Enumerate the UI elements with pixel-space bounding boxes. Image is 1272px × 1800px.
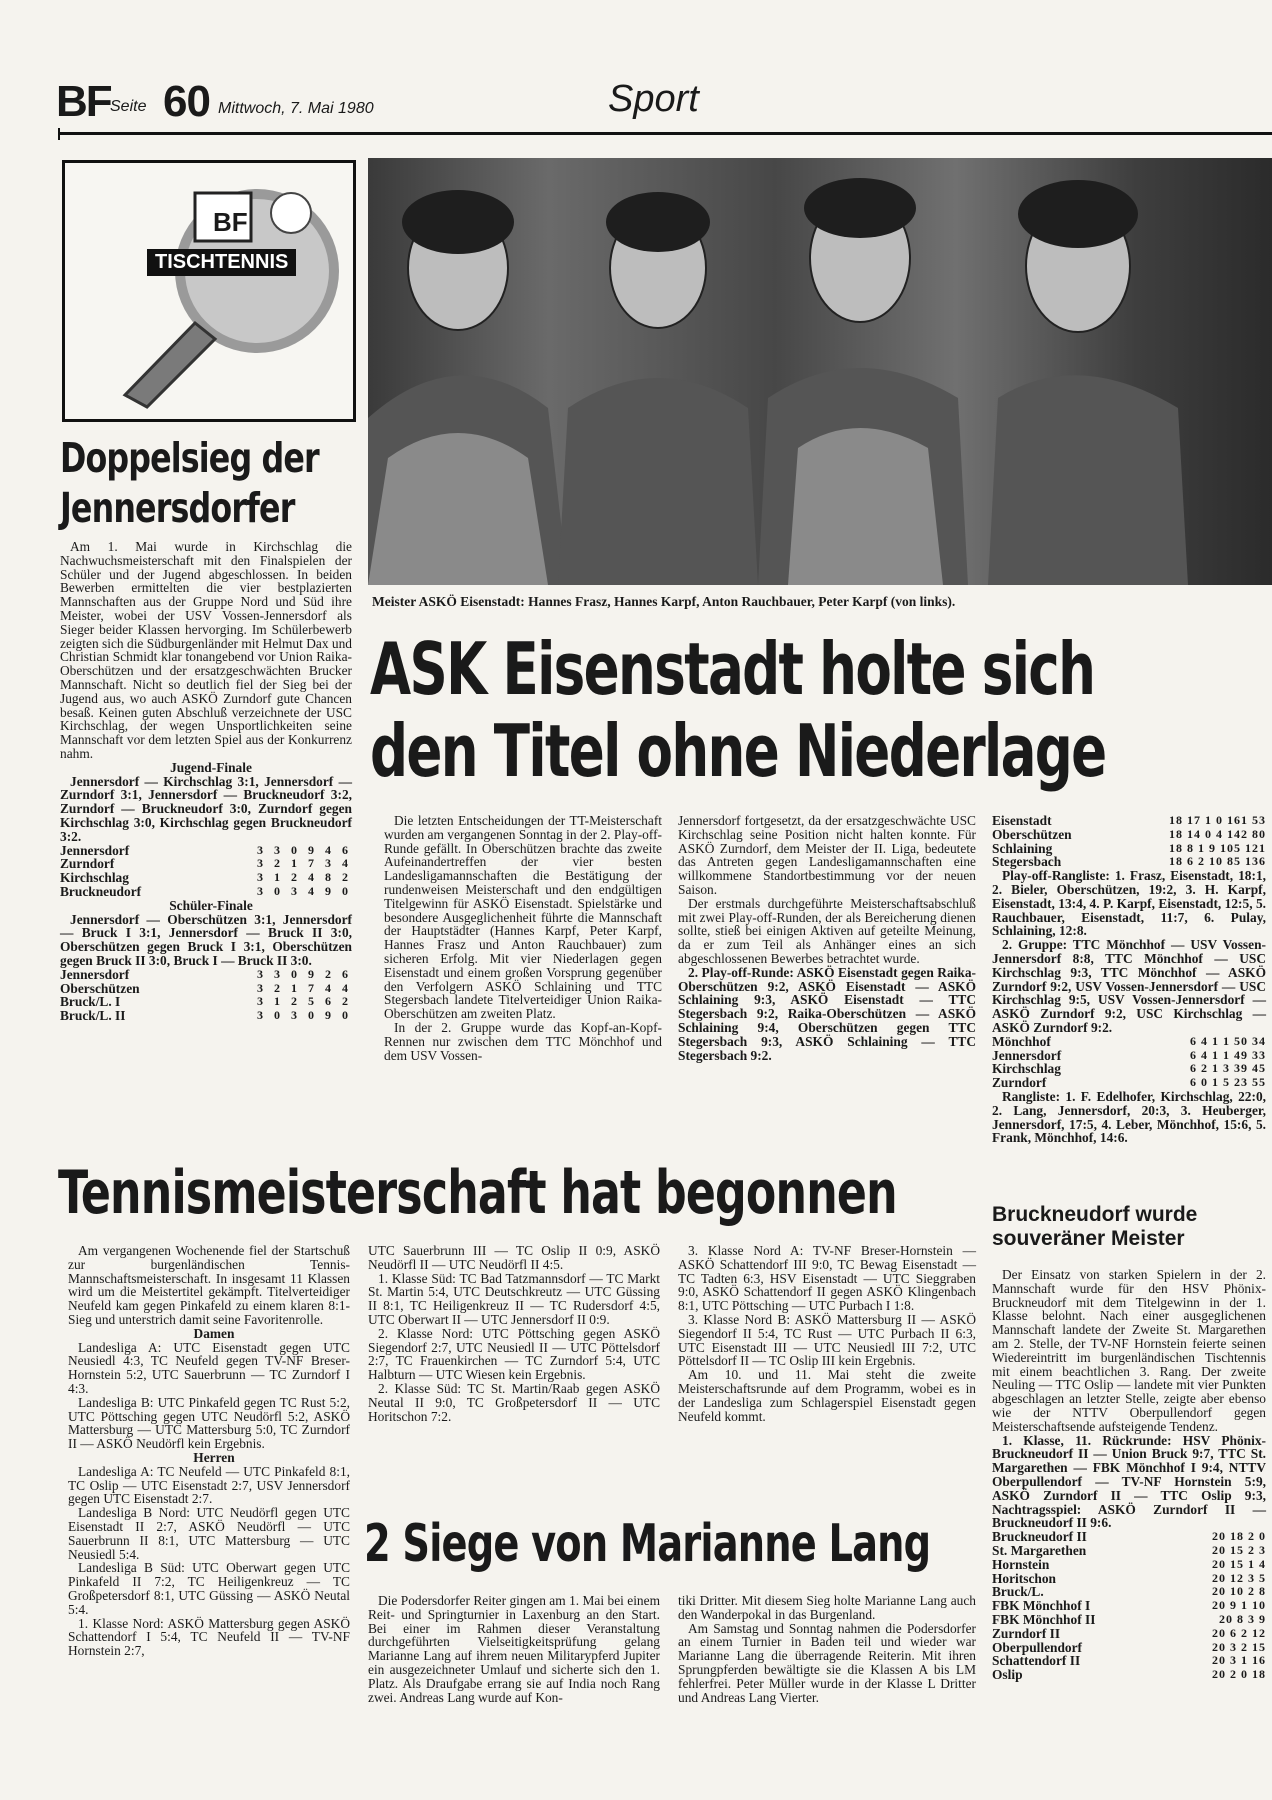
table-row bbox=[60, 885, 352, 899]
team-name: Bruck/L. II bbox=[60, 1008, 126, 1024]
team-stats: 3 2 1 7 4 4 bbox=[257, 980, 352, 995]
doppelsieg-body: Am 1. Mai wurde in Kirchschlag die Nachwuchsmeisterschaft mit den Finalspielen der Schüler und der Jugend abgeschlossen. In beiden Bewerben ermittelten die vier bestplazierten Mannschaften aus der Gruppe Nord und Süd ihre Meister, wobei der USV Vossen-Jennersdorf als Sieger beider Klassen hervorging. Im Schülerbewerb zeigten sich die Südburgenländer mit Helmut Dax und Christian Schmidt klar tonangebend vor Union Raika-Oberschützen und der ersatzgeschwächten Brucker Mannschaft. Nicht so deutlich fiel der Sieg bei der Jugend aus, wo auch ASKÖ Zurndorf gute Chancen besaß. Keinen guten Abschluß verzeichnete der USC Kirchschlag, der wegen Unsportlichkeiten seine Mannschaft vor dem letzten Spiel aus der Konkurrenz nahm. bbox=[60, 539, 352, 761]
team-stats: 6 0 1 5 23 55 bbox=[1190, 1075, 1266, 1090]
team-name: St. Margarethen bbox=[992, 1542, 1087, 1558]
doppelsieg-article bbox=[60, 540, 352, 1023]
ask-column-3 bbox=[992, 814, 1266, 1145]
ask-col1-text-2: In der 2. Gruppe wurde das Kopf-an-Kopf-Rennen nur zwischen dem TTC Mönchhof und dem USV Vossen- bbox=[384, 1019, 662, 1063]
team-stats: 20 12 3 5 bbox=[1212, 1570, 1266, 1585]
ask-col2-text-2: Der erstmals durchgeführte Meisterschaftsabschluß mit zwei Play-off-Runden, der als Bereicherung dienen sollte, stieß bei einigen Aktiven auf geteilte Meinung, da er zum Teil als Anhänger eines an sich abgeschlossenen Bewerbes betrachtet wurde. bbox=[678, 895, 976, 966]
team-name: Schattendorf II bbox=[992, 1653, 1081, 1669]
table-row bbox=[992, 1062, 1266, 1076]
table-row bbox=[992, 855, 1266, 869]
playoff-table bbox=[992, 814, 1266, 869]
table-row bbox=[992, 842, 1266, 856]
tennis-klasse-1-nord: 1. Klasse Nord: ASKÖ Mattersburg gegen ASKÖ Schattendorf I 5:4, TC Neufeld II — TV-NF Hornstein 2:7, bbox=[68, 1615, 350, 1659]
team-name: Horitschon bbox=[992, 1570, 1056, 1586]
table-row bbox=[992, 1585, 1266, 1599]
table-row bbox=[992, 1076, 1266, 1090]
tennis-klasse-3-nord-a: 3. Klasse Nord A: TV-NF Breser-Hornstein — ASKÖ Schattendorf III 9:0, TC Bewag Eisenstadt — TC Tadten 6:3, HSV Eisenstadt — UTC Sieggraben 9:0, ASKÖ Schattendorf II gegen ASKÖ Klingenbach 8:1, UTC Pöttsching — UTC Purbach I 1:8. bbox=[678, 1243, 976, 1314]
team-stats: 20 15 2 3 bbox=[1212, 1542, 1266, 1557]
team-stats: 3 0 3 4 9 0 bbox=[257, 883, 352, 898]
team-photo bbox=[368, 158, 1272, 585]
table-row bbox=[992, 1035, 1266, 1049]
team-stats: 3 3 0 9 2 6 bbox=[257, 966, 352, 981]
team-stats: 18 14 0 4 142 80 bbox=[1169, 826, 1266, 841]
table-row bbox=[992, 1641, 1266, 1655]
table-row bbox=[60, 871, 352, 885]
team-name: Zurndorf II bbox=[992, 1625, 1061, 1641]
team-name: Bruckneudorf II bbox=[992, 1529, 1087, 1545]
tennis-klasse-2-sued: 2. Klasse Süd: TC St. Martin/Raab gegen ASKÖ Neutal II 9:0, TC Großpetersdorf II — UTC Horitschon 7:2. bbox=[368, 1380, 660, 1424]
lang-column-2 bbox=[678, 1594, 976, 1704]
tennis-herren-b-nord: Landesliga B Nord: UTC Neudörfl gegen UTC Eisenstadt II 2:7, ASKÖ Neudörfl — UTC Sauerbrunn II 8:1, UTC Mattersburg — UTC Neusiedl 5:4. bbox=[68, 1505, 350, 1562]
gruppe-2-rangliste: Rangliste: 1. F. Edelhofer, Kirchschlag, 22:0, 2. Lang, Jennersdorf, 20:3, 3. Heuberger, Jennersdorf, 17:5, 4. Leber, Mönchhof, 15:6, 5. Frank, Mönchhof, 14:6. bbox=[992, 1088, 1266, 1146]
masthead-page-label: Seite bbox=[110, 98, 147, 115]
tennis-intro: Am vergangenen Wochenende fiel der Startschuß zur burgenländischen Tennis-Mannschaftsmeisterschaft. In insgesamt 11 Klassen wird um die Meistertitel gekämpft. Titelverteidiger Neufeld kam gegen Pinkafeld zu einem klaren 8:1-Sieg und unterstrich damit seine Favoritenrolle. bbox=[68, 1243, 350, 1327]
team-stats: 18 6 2 10 85 136 bbox=[1169, 854, 1266, 869]
team-name: Kirchschlag bbox=[992, 1061, 1061, 1077]
table-row bbox=[60, 857, 352, 871]
team-stats: 20 18 2 0 bbox=[1212, 1529, 1266, 1544]
tennis-headline: Tennismeisterschaft hat begonnen bbox=[58, 1158, 897, 1228]
ask-headline-line-1: ASK Eisenstadt holte sich bbox=[370, 627, 1095, 711]
masthead-rule-tick bbox=[58, 128, 60, 140]
logo-bf-text: BF bbox=[213, 207, 248, 237]
tennis-outlook: Am 10. und 11. Mai steht die zweite Meisterschaftsrunde auf dem Programm, wobei es in der Landesliga zum Schlagerspiel Eisenstadt gegen Neufeld kommt. bbox=[678, 1367, 976, 1424]
team-stats: 20 9 1 10 bbox=[1212, 1598, 1266, 1613]
team-stats: 3 3 0 9 4 6 bbox=[257, 842, 352, 857]
bruck-headline-line-2: souveräner Meister bbox=[992, 1227, 1185, 1250]
doppelsieg-headline-line-1: Doppelsieg der bbox=[60, 434, 319, 482]
team-name: Zurndorf bbox=[992, 1075, 1047, 1091]
table-row bbox=[992, 1627, 1266, 1641]
tennis-klasse-3-nord-b: 3. Klasse Nord B: ASKÖ Mattersburg II — ASKÖ Siegendorf II 5:4, TC Rust — UTC Purbach II 6:3, UTC Eisenstadt III — UTC Neusiedl III 7:2, UTC Pöttelsdorf II — TC Oslip III kein Ergebnis. bbox=[678, 1311, 976, 1369]
team-stats: 6 4 1 1 49 33 bbox=[1190, 1047, 1266, 1062]
jugend-table bbox=[60, 844, 352, 899]
team-name: Oberpullendorf bbox=[992, 1639, 1083, 1655]
team-stats: 20 8 3 9 bbox=[1219, 1611, 1266, 1626]
schueler-table bbox=[60, 968, 352, 1023]
team-stats: 3 1 2 4 8 2 bbox=[257, 870, 352, 885]
ask-col2-text: Jennersdorf fortgesetzt, da der ersatzgeschwächte USC Kirchschlag seine Position nicht halten konnte. Für ASKÖ Zurndorf, dem Meister der II. Liga, bedeutete das Antreten gegen Landesligamannschaften eine willkommene Standortbestimmung vor der neuen Saison. bbox=[678, 813, 976, 897]
team-name: Eisenstadt bbox=[992, 813, 1052, 828]
table-row bbox=[992, 1668, 1266, 1682]
paddle-icon bbox=[65, 163, 353, 419]
masthead-rule bbox=[58, 132, 1272, 135]
section-title: Sport bbox=[608, 78, 699, 120]
team-stats: 18 17 1 0 161 53 bbox=[1169, 813, 1266, 827]
page-number: 60 bbox=[163, 77, 210, 126]
tennis-column-2 bbox=[368, 1244, 660, 1423]
lang-headline: 2 Siege von Marianne Lang bbox=[364, 1514, 931, 1574]
bruck-article bbox=[992, 1268, 1266, 1682]
lang-col2-text-2: Am Samstag und Sonntag nahmen die Podersdorfer an einem Turnier in Baden teil und wieder war Marianne Lang die überragende Reiterin. Mit ihren Sprungpferden bewältigte sie die Klassen A bis LM fehlerfrei. Peter Müller wurde in der Klasse L Dritter und Andreas Lang Vierter. bbox=[678, 1620, 976, 1705]
team-stats: 20 10 2 8 bbox=[1212, 1584, 1266, 1599]
gruppe-2-results: 2. Gruppe: TTC Mönchhof — USV Vossen-Jennersdorf 8:8, TTC Mönchhof — USC Kirchschlag 9:3, TTC Mönchhof — ASKÖ Zurndorf 9:2, USV Vossen-Jennersdorf — USC Kirchschlag 9:5, USV Vossen-Jennersdorf — ASKÖ Zurndorf 9:2, USC Kirchschlag — ASKÖ Zurndorf 9:2. bbox=[992, 937, 1266, 1035]
team-stats: 6 2 1 3 39 45 bbox=[1190, 1061, 1266, 1076]
table-row bbox=[992, 1599, 1266, 1613]
team-stats: 20 15 1 4 bbox=[1212, 1556, 1266, 1571]
team-name: Jennersdorf bbox=[60, 966, 130, 982]
photo-caption: Meister ASKÖ Eisenstadt: Hannes Frasz, Hannes Karpf, Anton Rauchbauer, Peter Karpf (von links). bbox=[372, 594, 956, 609]
team-name: Oberschützen bbox=[992, 826, 1072, 842]
ask-headline-line-2: den Titel ohne Niederlage bbox=[370, 709, 1106, 793]
bruck-headline-line-1: Bruckneudorf wurde bbox=[992, 1203, 1198, 1226]
team-name: Jennersdorf bbox=[992, 1047, 1062, 1063]
ask-col2-text-3: 2. Play-off-Runde: ASKÖ Eisenstadt gegen Raika-Oberschützen 9:2, ASKÖ Eisenstadt — ASKÖ Schlaining 9:3, ASKÖ Eisenstadt — TTC Stegersbach 9:2, Raika-Oberschützen — ASKÖ Schlaining 9:4, Oberschützen gegen TTC Stegersbach 9:3, ASKÖ Schlaining — TTC Stegersbach 9:2. bbox=[678, 964, 976, 1063]
lang-column-1 bbox=[368, 1594, 660, 1704]
table-row bbox=[60, 1009, 352, 1023]
lang-col1-text: Die Podersdorfer Reiter gingen am 1. Mai bei einem Reit- und Springturnier in Laxenburg an den Start. Bei einer im Rahmen dieser Veranstaltung durchgeführten Vielseitigkeitsprüfung gelang Marianne Lang auf ihrem neuen Militarypferd Jupiter ein ausgezeichneter Umlauf und sicherte sich den 1. Platz. Als Draufgabe errang sie auf India noch Rang zwei. Andreas Lang wurde auf Kon- bbox=[368, 1593, 660, 1705]
table-row bbox=[60, 844, 352, 858]
bruck-results: 1. Klasse, 11. Rückrunde: HSV Phönix-Bruckneudorf II — Union Bruck 9:7, TTC St. Margarethen — FBK Mönchhof I 9:4, NTTV Oberpullendorf — TV-NF Hornstein 5:9, ASKÖ Zurndorf II — TTC Oslip 9:3, Nachtragsspiel: ASKÖ Zurndorf II — Bruckneudorf II 9:6. bbox=[992, 1432, 1266, 1531]
table-row bbox=[992, 1654, 1266, 1668]
team-stats: 6 4 1 1 50 34 bbox=[1190, 1033, 1266, 1048]
tennis-herren-a: Landesliga A: TC Neufeld — UTC Pinkafeld 8:1, TC Oslip — UTC Eisenstadt 2:7, USV Jennersdorf gegen UTC Eisenstadt 2:7. bbox=[68, 1463, 350, 1507]
lang-col2-text: tiki Dritter. Mit diesem Sieg holte Marianne Lang auch den Wanderpokal in das Burgenland. bbox=[678, 1593, 976, 1622]
team-name: Bruckneudorf bbox=[60, 883, 142, 899]
table-row bbox=[60, 982, 352, 996]
tennis-damen-b: Landesliga B: UTC Pinkafeld gegen TC Rust 5:2, UTC Pöttsching gegen UTC Neudörfl 5:2, ASKÖ Mattersburg — UTC Mattersburg 5:0, TC Zurndorf II — ASKÖ Neudörfl kein Ergebnis. bbox=[68, 1394, 350, 1452]
team-name: Bruck/L. I bbox=[60, 994, 121, 1010]
table-row bbox=[60, 968, 352, 982]
tennis-klasse-1-sued: 1. Klasse Süd: TC Bad Tatzmannsdorf — TC Markt St. Martin 5:4, UTC Deutschkreutz — UTC Güssing II 8:1, TC Heiligenkreuz II — TC Rudersdorf 4:5, UTC Oberwart II — UTC Jennersdorf II 0:9. bbox=[368, 1270, 660, 1327]
table-row bbox=[992, 1572, 1266, 1586]
damen-heading: Damen bbox=[193, 1325, 235, 1341]
ask-headline bbox=[370, 628, 1106, 792]
team-stats: 3 1 2 5 6 2 bbox=[257, 994, 352, 1009]
team-name: Schlaining bbox=[992, 840, 1053, 856]
gruppe-2-table bbox=[992, 1035, 1266, 1090]
tennis-klasse-2-nord: 2. Klasse Nord: UTC Pöttsching gegen ASKÖ Siegendorf 2:7, UTC Neusiedl II — UTC Pöttelsdorf 2:7, TC Frauenkirchen — TC Zurndorf 5:4, UTC Halbturn — UTC Wiesen kein Ergebnis. bbox=[368, 1325, 660, 1383]
tennis-column-3 bbox=[678, 1244, 976, 1423]
schueler-heading: Schüler-Finale bbox=[169, 897, 253, 913]
tennis-damen-a: Landesliga A: UTC Eisenstadt gegen UTC Neusiedl 4:3, TC Neufeld gegen TV-NF Breser-Hornstein 5:2, UTC Sauerbrunn — TC Zurndorf I 4:3. bbox=[68, 1339, 350, 1396]
ask-col1-text: Die letzten Entscheidungen der TT-Meisterschaft wurden am vergangenen Sonntag in der 2. Play-off-Runde gefällt. In Oberschützen brachte das zweite Aufeinandertreffen der vier besten Landesligamannschaften die Bestätigung der rundenweisen Meisterschaft und den endgültigen Titelgewinn für ASKÖ Eisenstadt. Spielstärke und besondere Ausgeglichenheit führte die Mannschaft der Hauptstädter (Hannes Karpf, Peter Karpf, Hannes Frasz und Anton Rauchbauer) zum sicheren Erfolg. Mit vier Niederlagen gegen Eisenstadt und einem großen Vorsprung gegenüber den Verfolgern ASKÖ Schlaining und TTC Stegersbach landete Titelverteidiger Union Raika-Oberschützen am zweiten Platz. bbox=[384, 813, 662, 1022]
team-name: FBK Mönchhof II bbox=[992, 1611, 1096, 1627]
team-name: FBK Mönchhof I bbox=[992, 1598, 1091, 1614]
team-stats: 3 2 1 7 3 4 bbox=[257, 856, 352, 871]
tennis-herren-b-sued: Landesliga B Süd: UTC Oberwart gegen UTC Pinkafeld II 7:2, TC Heiligenkreuz — TC Großpetersdorf 8:1, UTC Güssing — ASKÖ Neutal 5:4. bbox=[68, 1560, 350, 1617]
jugend-results: Jennersdorf — Kirchschlag 3:1, Jennersdorf — Zurndorf 3:1, Jennersdorf — Bruckneudorf 3:2, Zurndorf — Bruckneudorf 3:0, Zurndorf gegen Kirchschlag 3:0, Kirchschlag gegen Bruckneudorf 3:2. bbox=[60, 773, 352, 844]
ask-column-1 bbox=[384, 814, 662, 1062]
bruck-table bbox=[992, 1530, 1266, 1682]
team-name: Zurndorf bbox=[60, 856, 115, 872]
schueler-results: Jennersdorf — Oberschützen 3:1, Jennersdorf — Bruck I 3:1, Jennersdorf — Bruck II 3:0, Oberschützen gegen Bruck I 3:1, Oberschützen gegen Bruck II 3:0, Bruck I — Bruck II 3:0. bbox=[60, 911, 352, 968]
table-row bbox=[992, 1544, 1266, 1558]
tischtennis-logo bbox=[62, 160, 356, 422]
masthead-logo: BF bbox=[56, 77, 111, 126]
doppelsieg-headline-line-2: Jennersdorfer bbox=[60, 484, 295, 532]
team-name: Hornstein bbox=[992, 1556, 1050, 1572]
team-name: Stegersbach bbox=[992, 854, 1062, 870]
team-stats: 20 2 0 18 bbox=[1212, 1667, 1266, 1682]
table-row bbox=[60, 995, 352, 1009]
team-name: Kirchschlag bbox=[60, 870, 129, 886]
doppelsieg-headline bbox=[60, 433, 319, 533]
team-stats: 18 8 1 9 105 121 bbox=[1169, 840, 1266, 855]
table-row bbox=[992, 1613, 1266, 1627]
team-stats: 20 6 2 12 bbox=[1212, 1625, 1266, 1640]
team-stats: 20 3 1 16 bbox=[1212, 1653, 1266, 1668]
bruck-headline bbox=[992, 1203, 1197, 1251]
table-row bbox=[992, 1049, 1266, 1063]
ask-column-2 bbox=[678, 814, 976, 1062]
team-name: Bruck/L. bbox=[992, 1584, 1044, 1600]
table-row bbox=[992, 828, 1266, 842]
team-name: Jennersdorf bbox=[60, 842, 130, 858]
bruck-body: Der Einsatz von starken Spielern in der 2. Mannschaft wurde für den HSV Phönix-Bruckneudorf mit dem Titelgewinn in der 1. Klasse belohnt. Nach einer ausgeglichenen Mannschaft landete der Zweite St. Margarethen am 2. Stelle, der TV-NF Hornstein feierte seinen Wiedereintritt im burgenländischen Tischtennis mit einem beachtlichen 3. Rang. Der zweite Neuling — TTC Oslip — landete mit vier Punkten abgeschlagen an letzter Stelle, zeigte aber ebenso wie der NTTV Oberpullendorf gegen Meisterschaftsende aufsteigende Tendenz. bbox=[992, 1267, 1266, 1434]
team-name: Mönchhof bbox=[992, 1033, 1051, 1049]
logo-label: TISCHTENNIS bbox=[147, 249, 296, 276]
table-row bbox=[992, 1530, 1266, 1544]
team-stats: 20 3 2 15 bbox=[1212, 1639, 1266, 1654]
playoff-rangliste: Play-off-Rangliste: 1. Frasz, Eisenstadt, 18:1, 2. Bieler, Oberschützen, 19:2, 3. H. Karpf, Eisenstadt, 13:4, 4. P. Karpf, Eisenstadt, 12:5, 5. Rauchbauer, Eisenstadt, 11:7, 6. Pulay, Schlaining, 12:8. bbox=[992, 868, 1266, 939]
tennis-col2-a: UTC Sauerbrunn III — TC Oslip II 0:9, ASKÖ Neudörfl II — UTC Neudörfl II 4:5. bbox=[368, 1243, 660, 1272]
jugend-heading: Jugend-Finale bbox=[170, 759, 252, 775]
tennis-column-1 bbox=[68, 1244, 350, 1658]
herren-heading: Herren bbox=[193, 1449, 235, 1465]
table-row bbox=[992, 1558, 1266, 1572]
issue-date: Mittwoch, 7. Mai 1980 bbox=[218, 100, 374, 117]
table-row bbox=[992, 814, 1266, 828]
team-photo-image bbox=[368, 158, 1272, 585]
team-name: Oberschützen bbox=[60, 980, 140, 996]
team-name: Oslip bbox=[992, 1667, 1023, 1683]
team-stats: 3 0 3 0 9 0 bbox=[257, 1008, 352, 1023]
